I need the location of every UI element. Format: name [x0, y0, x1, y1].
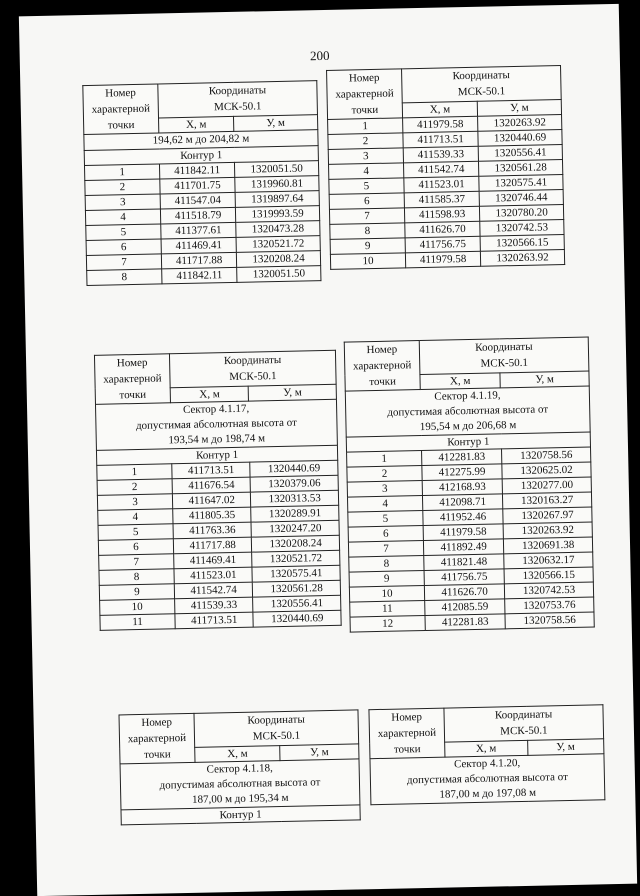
y-value: 1320780.20: [480, 205, 564, 222]
y-value: 1320208.24: [252, 535, 340, 552]
x-value: 412168.93: [422, 479, 503, 496]
y-value: 1320521.72: [252, 550, 340, 567]
y-value: 1320440.69: [253, 610, 341, 627]
point-number: 6: [348, 526, 423, 543]
point-number: 8: [330, 223, 405, 240]
x-header: X, м: [420, 373, 501, 390]
sector-caption: Сектор 4.1.18, допустимая абсолютная высота от 187,00 м до 195,34 м: [120, 759, 360, 810]
tables-container: [19, 4, 619, 822]
point-number: 1: [97, 464, 172, 481]
point-number: 7: [329, 208, 404, 225]
contour-label: Контур 1: [121, 805, 360, 825]
sector-caption: Сектор 4.1.19, допустимая абсолютная высота от 195,54 м до 206,68 м: [345, 386, 590, 437]
point-number: 11: [100, 614, 175, 631]
point-number: 10: [330, 253, 405, 270]
y-value: 1320746.44: [479, 190, 563, 207]
x-value: 411377.61: [161, 222, 236, 239]
x-value: 411542.74: [404, 161, 479, 178]
y-value: 1319897.64: [235, 191, 319, 208]
x-header: X, м: [402, 101, 477, 118]
point-number: 7: [99, 554, 174, 571]
point-number: 10: [100, 599, 175, 616]
x-value: 411523.01: [404, 176, 479, 193]
point-number: 6: [86, 239, 161, 256]
point-number: 4: [347, 496, 422, 513]
y-value: 1320247.20: [251, 520, 339, 537]
coordinates-table: [326, 65, 565, 270]
y-value: 1320753.76: [505, 597, 594, 614]
y-header: У, м: [500, 371, 589, 388]
x-value: 411469.41: [161, 237, 236, 254]
x-value: 411585.37: [404, 191, 479, 208]
point-number: 5: [348, 511, 423, 528]
y-value: 1320379.06: [251, 475, 339, 492]
point-number: 4: [85, 209, 160, 226]
contour-label: Контур 1: [96, 445, 337, 465]
x-value: 411842.11: [159, 162, 234, 179]
y-header: У, м: [527, 738, 604, 755]
point-number: 9: [99, 584, 174, 601]
x-value: 411701.75: [160, 177, 235, 194]
coordinates-header: Координаты МСК-50.1: [444, 705, 604, 742]
sector-caption: Сектор 4.1.20, допустимая абсолютная высота от 187,00 м до 197,08 м: [370, 754, 605, 805]
y-value: 1320473.28: [236, 221, 320, 238]
y-value: 1320440.69: [478, 130, 562, 147]
y-value: 1320263.92: [478, 115, 562, 132]
coordinates-table: [368, 704, 605, 805]
x-value: 412281.83: [422, 449, 503, 466]
page-number: 200: [309, 47, 330, 64]
y-value: 1320289.91: [251, 505, 339, 522]
point-number: 1: [328, 118, 403, 135]
y-value: 1320742.53: [505, 582, 594, 599]
x-value: 411842.11: [162, 267, 237, 284]
y-value: 1320691.38: [504, 537, 593, 554]
x-value: 411539.33: [175, 597, 254, 614]
y-value: 1320561.28: [253, 580, 341, 597]
y-value: 1320556.41: [253, 595, 341, 612]
x-value: 411539.33: [403, 146, 478, 163]
y-value: 1320263.92: [481, 250, 565, 267]
coordinates-table: [82, 80, 321, 286]
point-number: 7: [348, 541, 423, 558]
x-value: 412275.99: [422, 464, 503, 481]
y-value: 1320521.72: [236, 236, 320, 253]
point-number: 7: [86, 254, 161, 271]
point-number: 2: [328, 133, 403, 150]
point-number: 1: [84, 164, 159, 181]
point-number: 10: [349, 586, 424, 603]
x-value: 411979.58: [403, 116, 478, 133]
x-value: 411805.35: [173, 507, 252, 524]
point-number: 8: [87, 269, 162, 286]
point-number-header: Номер характерной точки: [327, 69, 403, 120]
x-value: 412281.83: [425, 614, 506, 631]
y-value: 1320051.50: [235, 161, 319, 178]
y-value: 1320575.41: [252, 565, 340, 582]
point-number-header: Номер характерной точки: [94, 354, 170, 405]
point-number: 12: [350, 616, 425, 633]
x-value: 411892.49: [423, 539, 504, 556]
y-value: 1320556.41: [478, 145, 562, 162]
y-value: 1320561.28: [479, 160, 563, 177]
y-value: 1320758.56: [505, 612, 594, 629]
x-header: X, м: [159, 116, 234, 133]
x-value: 411542.74: [174, 582, 253, 599]
y-value: 1320277.00: [502, 477, 591, 494]
x-value: 411979.58: [405, 251, 480, 268]
coordinates-header: Координаты МСК-50.1: [402, 66, 562, 103]
point-number: 3: [85, 194, 160, 211]
point-number-header: Номер характерной точки: [83, 84, 159, 135]
point-number-header: Номер характерной точки: [369, 708, 445, 759]
x-value: 411647.02: [172, 492, 251, 509]
sector-caption: 194,62 м до 204,82 м: [84, 130, 318, 151]
point-number: 8: [349, 556, 424, 573]
y-value: 1319993.59: [236, 206, 320, 223]
point-number: 8: [99, 569, 174, 586]
coordinates-header: Координаты МСК-50.1: [194, 710, 359, 747]
coordinates-header: Координаты МСК-50.1: [419, 337, 589, 374]
x-value: 411717.88: [161, 252, 236, 269]
point-number: 4: [329, 163, 404, 180]
x-value: 411518.79: [160, 207, 235, 224]
document-page: [19, 4, 637, 896]
point-number: 6: [329, 193, 404, 210]
point-number: 5: [86, 224, 161, 241]
x-value: 411756.75: [424, 569, 505, 586]
point-number: 9: [349, 571, 424, 588]
y-value: 1320632.17: [504, 552, 593, 569]
y-value: 1320566.15: [504, 567, 593, 584]
y-value: 1320267.97: [503, 507, 592, 524]
x-value: 411713.51: [172, 462, 251, 479]
x-header: X, м: [195, 745, 281, 762]
y-value: 1320742.53: [480, 220, 564, 237]
y-value: 1320575.41: [479, 175, 563, 192]
point-number: 5: [329, 178, 404, 195]
x-value: 411626.70: [424, 584, 505, 601]
x-value: 411952.46: [423, 509, 504, 526]
y-header: У, м: [477, 99, 561, 116]
x-value: 411626.70: [405, 221, 480, 238]
point-number: 5: [98, 524, 173, 541]
x-header: X, м: [170, 386, 249, 403]
point-number: 9: [330, 238, 405, 255]
x-value: 411598.93: [404, 206, 479, 223]
x-value: 411763.36: [173, 522, 252, 539]
point-number: 4: [98, 509, 173, 526]
y-value: 1320263.92: [503, 522, 592, 539]
y-header: У, м: [234, 114, 318, 131]
point-number: 3: [97, 494, 172, 511]
x-header: X, м: [445, 740, 528, 757]
point-number-header: Номер характерной точки: [344, 341, 420, 392]
x-value: 411979.58: [423, 524, 504, 541]
point-number: 2: [85, 179, 160, 196]
y-value: 1319960.81: [235, 176, 319, 193]
x-value: 411676.54: [172, 477, 251, 494]
y-value: 1320440.69: [250, 460, 338, 477]
x-value: 411547.04: [160, 192, 235, 209]
point-number: 3: [347, 481, 422, 498]
point-number: 2: [347, 466, 422, 483]
point-number: 1: [347, 451, 422, 468]
y-header: У, м: [280, 744, 359, 761]
y-value: 1320051.50: [237, 266, 321, 283]
x-value: 411717.88: [173, 537, 252, 554]
y-value: 1320313.53: [251, 490, 339, 507]
coordinates-header: Координаты МСК-50.1: [158, 81, 318, 118]
y-value: 1320625.02: [502, 462, 591, 479]
contour-label: Контур 1: [84, 146, 318, 166]
y-value: 1320758.56: [502, 447, 591, 464]
y-header: У, м: [249, 384, 337, 401]
point-number: 2: [97, 479, 172, 496]
x-value: 411713.51: [403, 131, 478, 148]
x-value: 411469.41: [174, 552, 253, 569]
coordinates-table: [94, 350, 342, 631]
coordinates-table: [118, 709, 360, 825]
point-number: 6: [98, 539, 173, 556]
point-number: 11: [350, 601, 425, 618]
x-value: 412085.59: [425, 599, 506, 616]
contour-label: Контур 1: [346, 432, 590, 452]
x-value: 411756.75: [405, 236, 480, 253]
point-number-header: Номер характерной точки: [119, 713, 195, 764]
y-value: 1320208.24: [237, 251, 321, 268]
y-value: 1320566.15: [480, 235, 564, 252]
x-value: 411713.51: [175, 612, 254, 629]
sector-caption: Сектор 4.1.17, допустимая абсолютная высота от 193,54 м до 198,74 м: [95, 399, 337, 450]
y-value: 1320163.27: [503, 492, 592, 509]
x-value: 412098.71: [422, 494, 503, 511]
coordinates-header: Координаты МСК-50.1: [169, 350, 336, 387]
coordinates-table: [344, 337, 595, 633]
point-number: 3: [328, 148, 403, 165]
x-value: 411821.48: [424, 554, 505, 571]
x-value: 411523.01: [174, 567, 253, 584]
